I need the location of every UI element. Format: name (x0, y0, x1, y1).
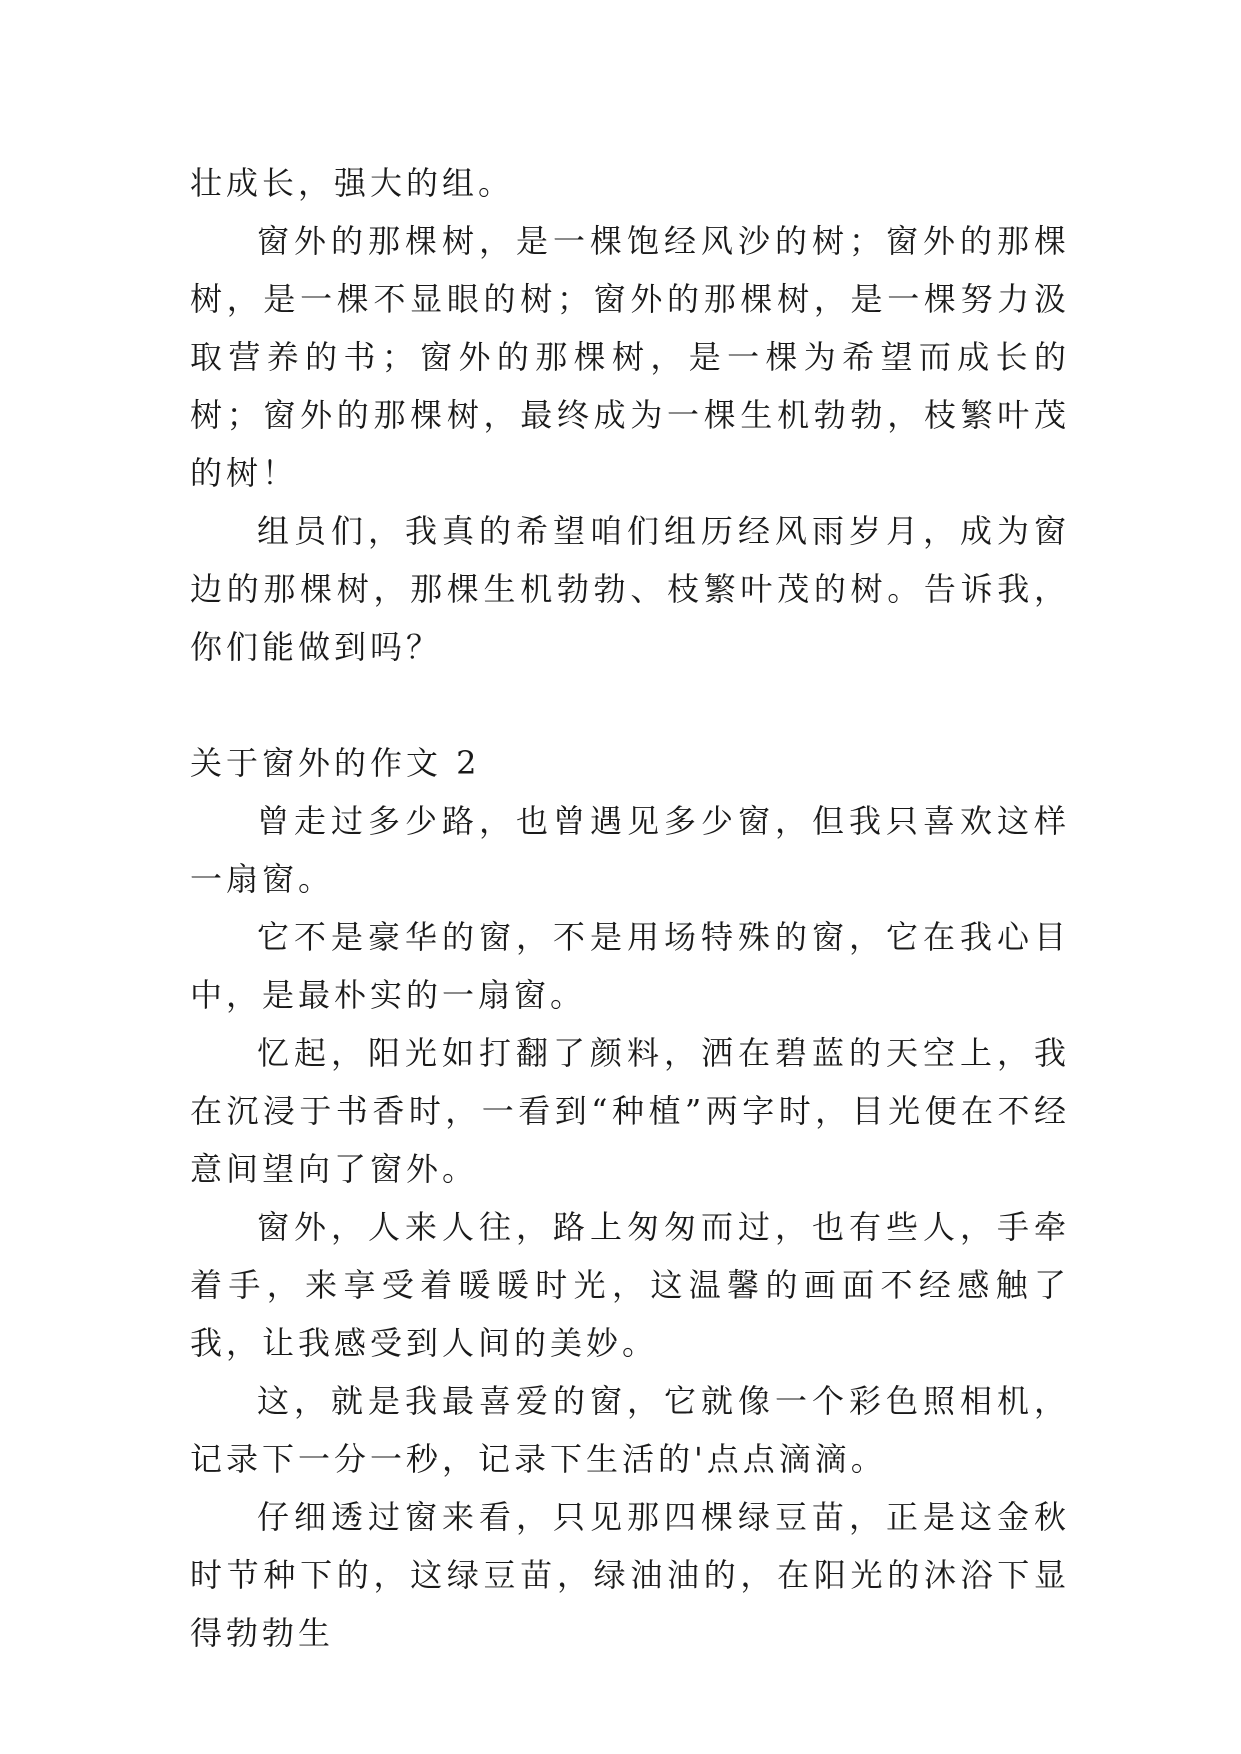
paragraph: 窗外的那棵树，是一棵饱经风沙的树；窗外的那棵树，是一棵不显眼的树；窗外的那棵树，是一棵努力汲取营养的书；窗外的那棵树，是一棵为希望而成长的树；窗外的那棵树，最终成为一棵生机勃勃，枝繁叶茂的树！ (190, 222, 1070, 492)
paragraph: 这，就是我最喜爱的窗，它就像一个彩色照相机，记录下一分一秒，记录下生活的'点点滴滴。 (190, 1382, 1070, 1478)
paragraph: 组员们，我真的希望咱们组历经风雨岁月，成为窗边的那棵树，那棵生机勃勃、枝繁叶茂的树。告诉我，你们能做到吗？ (190, 512, 1070, 666)
paragraph: 曾走过多少路，也曾遇见多少窗，但我只喜欢这样一扇窗。 (190, 802, 1070, 898)
section-title: 关于窗外的作文 2 (190, 744, 481, 782)
paragraph: 它不是豪华的窗，不是用场特殊的窗，它在我心目中，是最朴实的一扇窗。 (190, 918, 1070, 1014)
paragraph-continuation: 壮成长，强大的组。 (190, 164, 515, 202)
document-body (190, 154, 1070, 1662)
paragraph: 忆起，阳光如打翻了颜料，洒在碧蓝的天空上，我在沉浸于书香时，一看到“种植”两字时，目光便在不经意间望向了窗外。 (190, 1034, 1070, 1188)
paragraph: 仔细透过窗来看，只见那四棵绿豆苗，正是这金秋时节种下的，这绿豆苗，绿油油的，在阳光的沐浴下显得勃勃生 (190, 1498, 1070, 1652)
paragraph: 窗外，人来人往，路上匆匆而过，也有些人，手牵着手，来享受着暖暖时光，这温馨的画面不经感触了我，让我感受到人间的美妙。 (190, 1208, 1070, 1362)
